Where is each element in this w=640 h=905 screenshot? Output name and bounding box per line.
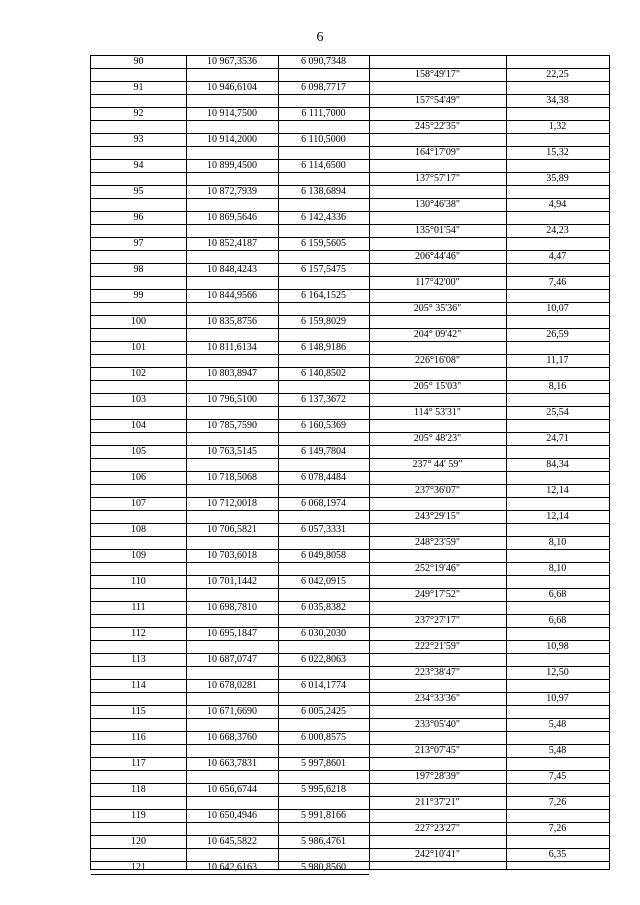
segment-distance: 12,14 [546,511,569,522]
row-divider [369,328,609,329]
row-divider [369,835,609,836]
row-divider [91,146,369,147]
segment-distance: 26,59 [546,329,569,340]
segment-distance: 5,48 [548,719,567,730]
row-divider [369,588,609,589]
row-divider [369,666,609,667]
point-x: 10 656,6744 [207,784,257,795]
point-number: 108 [131,524,146,535]
segment-angle: 234°33'36" [415,693,460,704]
row-divider [91,159,369,160]
point-number: 90 [133,56,144,67]
row-divider [369,731,609,732]
point-x: 10 642,6163 [207,862,257,873]
segment-distance: 8,10 [548,563,567,574]
row-divider [91,718,369,719]
point-number: 111 [131,602,146,613]
row-divider [369,679,609,680]
row-divider [369,458,609,459]
coordinates-table [90,55,610,873]
segment-angle: 223°38'47" [415,667,460,678]
row-divider [91,354,369,355]
segment-angle: 157°54'49" [415,95,460,106]
row-divider [369,744,609,745]
row-divider [369,107,609,108]
segment-distance: 7,26 [548,823,567,834]
segment-distance: 4,94 [548,199,567,210]
row-divider [369,289,609,290]
row-divider [91,757,369,758]
point-x: 10 852,4187 [207,238,257,249]
point-number: 120 [131,836,146,847]
point-y: 6 138,6894 [301,186,346,197]
row-divider [369,302,609,303]
row-divider [369,419,609,420]
point-y: 6 159,5605 [301,238,346,249]
segment-distance: 12,14 [546,485,569,496]
row-divider [91,250,369,251]
row-divider [369,692,609,693]
segment-angle: 205° 48'23" [413,433,462,444]
segment-distance: 1,32 [548,121,567,132]
point-x: 10 698,7810 [207,602,257,613]
row-divider [91,653,369,654]
segment-distance: 10,07 [546,303,569,314]
point-number: 101 [131,342,146,353]
point-y: 6 014,1774 [301,680,346,691]
point-number: 110 [131,576,146,587]
row-divider [91,809,369,810]
point-x: 10 811,6134 [207,342,257,353]
point-x: 10 796,5100 [207,394,257,405]
row-divider [91,302,369,303]
point-number: 119 [131,810,146,821]
segment-angle: 117°42'00" [415,277,460,288]
row-divider [91,419,369,420]
segment-angle: 205° 35'36" [413,303,462,314]
row-divider [369,705,609,706]
row-divider [91,562,369,563]
segment-angle: 226°16'08" [415,355,460,366]
row-divider [369,523,609,524]
segment-distance: 6,68 [548,589,567,600]
point-y: 5 995,6218 [301,784,346,795]
point-y: 6 098,7717 [301,82,346,93]
segment-angle: 135°01'54" [415,225,460,236]
point-y: 6 005,2425 [301,706,346,717]
segment-distance: 7,26 [548,797,567,808]
row-divider [369,484,609,485]
point-number: 100 [131,316,146,327]
row-divider [369,809,609,810]
point-y: 6 148,9186 [301,342,346,353]
row-divider [91,549,369,550]
row-divider [369,276,609,277]
row-divider [369,263,609,264]
point-x: 10 712,0018 [207,498,257,509]
row-divider [91,81,369,82]
row-divider [91,770,369,771]
point-number: 99 [133,290,144,301]
row-divider [91,133,369,134]
row-divider [369,822,609,823]
segment-distance: 5,48 [548,745,567,756]
segment-angle: 114° 53'31" [413,407,461,418]
point-x: 10 946,6104 [207,82,257,93]
point-x: 10 645,5822 [207,836,257,847]
row-divider [369,81,609,82]
point-x: 10 650,4946 [207,810,257,821]
row-divider [369,601,609,602]
row-divider [369,224,609,225]
point-y: 6 137,3672 [301,394,346,405]
point-y: 6 160,5369 [301,420,346,431]
point-number: 105 [131,446,146,457]
point-x: 10 803,8947 [207,368,257,379]
row-divider [91,341,369,342]
point-x: 10 687,0747 [207,654,257,665]
row-divider [91,848,369,849]
row-divider [369,796,609,797]
segment-distance: 24,71 [546,433,569,444]
row-divider [369,354,609,355]
row-divider [369,94,609,95]
row-divider [369,315,609,316]
segment-distance: 12,50 [546,667,569,678]
point-number: 121 [131,862,146,873]
row-divider [91,679,369,680]
segment-distance: 6,35 [548,849,567,860]
row-divider [91,263,369,264]
row-divider [91,484,369,485]
point-number: 95 [133,186,144,197]
point-x: 10 899,4500 [207,160,257,171]
point-x: 10 668,3760 [207,732,257,743]
segment-distance: 8,10 [548,537,567,548]
point-number: 113 [131,654,146,665]
point-x: 10 967,3536 [207,56,257,67]
row-divider [369,250,609,251]
segment-distance: 4,47 [548,251,567,262]
point-y: 6 111,7000 [301,108,346,119]
segment-angle: 130°46'38" [415,199,460,210]
row-divider [91,445,369,446]
page-number: 6 [316,30,324,45]
segment-angle: 242°10'41" [415,849,460,860]
point-x: 10 872,7939 [207,186,257,197]
point-x: 10 763,5145 [207,446,257,457]
point-number: 92 [133,108,144,119]
point-y: 6 022,8063 [301,654,346,665]
row-divider [91,393,369,394]
segment-angle: 237°36'07" [415,485,460,496]
row-divider [91,640,369,641]
row-divider [369,510,609,511]
row-divider [91,289,369,290]
point-x: 10 695,1847 [207,628,257,639]
row-divider [91,796,369,797]
segment-distance: 10,98 [546,641,569,652]
segment-angle: 248°23'59" [415,537,460,548]
row-divider [91,328,369,329]
segment-angle: 204° 09'42" [413,329,462,340]
segment-distance: 7,45 [548,771,567,782]
row-divider [91,874,369,875]
row-divider [369,640,609,641]
segment-angle: 252°19'46" [415,563,460,574]
point-number: 98 [133,264,144,275]
segment-distance: 24,23 [546,225,569,236]
point-x: 10 844,9566 [207,290,257,301]
point-y: 6 142,4336 [301,212,346,223]
row-divider [369,770,609,771]
point-y: 6 030,2030 [301,628,346,639]
segment-angle: 237°27'17" [415,615,460,626]
point-x: 10 663,7831 [207,758,257,769]
row-divider [369,627,609,628]
row-divider [91,367,369,368]
row-divider [369,861,609,862]
segment-distance: 25,54 [546,407,569,418]
segment-distance: 84,34 [546,459,569,470]
row-divider [91,861,369,862]
point-y: 6 000,8575 [301,732,346,743]
row-divider [369,783,609,784]
row-divider [369,159,609,160]
row-divider [91,783,369,784]
row-divider [369,497,609,498]
segment-distance: 15,32 [546,147,569,158]
point-y: 6 078,4484 [301,472,346,483]
point-x: 10 671,6690 [207,706,257,717]
row-divider [91,172,369,173]
row-divider [91,588,369,589]
segment-angle: 206°44'46" [415,251,460,262]
point-y: 6 114,6500 [301,160,346,171]
point-number: 91 [133,82,144,93]
row-divider [91,315,369,316]
row-divider [369,120,609,121]
row-divider [91,471,369,472]
row-divider [91,614,369,615]
segment-angle: 211°37'21" [415,797,460,808]
row-divider [369,211,609,212]
point-y: 6 140,8502 [301,368,346,379]
segment-angle: 245°22'35" [415,121,460,132]
point-number: 93 [133,134,144,145]
point-y: 6 090,7348 [301,56,346,67]
point-number: 114 [131,680,146,691]
point-number: 109 [131,550,146,561]
point-x: 10 703,6018 [207,550,257,561]
row-divider [91,211,369,212]
row-divider [91,198,369,199]
row-divider [91,744,369,745]
point-y: 5 991,8166 [301,810,346,821]
row-divider [369,380,609,381]
point-number: 115 [131,706,146,717]
row-divider [91,276,369,277]
point-number: 112 [131,628,146,639]
segment-angle: 205° 15'03" [413,381,462,392]
segment-angle: 197°28'39" [415,771,460,782]
segment-angle: 227°23'27" [415,823,460,834]
row-divider [91,406,369,407]
segment-angle: 164°17'09" [415,147,460,158]
segment-distance: 7,46 [548,277,567,288]
point-x: 10 785,7590 [207,420,257,431]
row-divider [369,757,609,758]
point-number: 94 [133,160,144,171]
row-divider [369,406,609,407]
point-number: 96 [133,212,144,223]
row-divider [369,549,609,550]
row-divider [91,185,369,186]
point-y: 6 157,5475 [301,264,346,275]
segment-angle: 233°05'40" [415,719,460,730]
row-divider [369,133,609,134]
point-x: 10 848,4243 [207,264,257,275]
row-divider [91,666,369,667]
point-x: 10 914,7500 [207,108,257,119]
segment-distance: 10,97 [546,693,569,704]
segment-angle: 237° 44' 59" [412,459,463,470]
row-divider [369,445,609,446]
point-y: 6 159,8029 [301,316,346,327]
point-x: 10 706,5821 [207,524,257,535]
row-divider [91,523,369,524]
row-divider [91,432,369,433]
segment-distance: 11,17 [546,355,569,366]
row-divider [91,536,369,537]
row-divider [91,601,369,602]
point-y: 5 980,8560 [301,862,346,873]
row-divider [91,575,369,576]
segment-distance: 8,16 [548,381,567,392]
point-x: 10 701,1442 [207,576,257,587]
row-divider [369,341,609,342]
row-divider [91,380,369,381]
point-y: 5 997,8601 [301,758,346,769]
point-y: 6 035,8382 [301,602,346,613]
row-divider [91,497,369,498]
point-x: 10 914,2000 [207,134,257,145]
row-divider [91,510,369,511]
segment-angle: 249°17'52" [415,589,460,600]
row-divider [91,120,369,121]
segment-distance: 35,89 [546,173,569,184]
row-divider [369,536,609,537]
point-number: 102 [131,368,146,379]
point-x: 10 869,5646 [207,212,257,223]
segment-angle: 158°49'17" [415,69,460,80]
row-divider [91,224,369,225]
row-divider [369,185,609,186]
row-divider [369,172,609,173]
row-divider [91,458,369,459]
column-divider [278,56,279,869]
point-x: 10 678,0281 [207,680,257,691]
row-divider [369,848,609,849]
point-number: 104 [131,420,146,431]
point-number: 97 [133,238,144,249]
segment-distance: 22,25 [546,69,569,80]
row-divider [369,718,609,719]
row-divider [91,107,369,108]
point-y: 6 149,7804 [301,446,346,457]
row-divider [91,627,369,628]
point-y: 5 986,4761 [301,836,346,847]
row-divider [91,237,369,238]
point-number: 107 [131,498,146,509]
row-divider [369,562,609,563]
point-x: 10 835,8756 [207,316,257,327]
point-y: 6 068,1974 [301,498,346,509]
row-divider [91,692,369,693]
point-y: 6 110,5000 [301,134,346,145]
row-divider [369,198,609,199]
point-y: 6 164,1525 [301,290,346,301]
row-divider [91,822,369,823]
row-divider [369,237,609,238]
segment-distance: 6,68 [548,615,567,626]
row-divider [91,68,369,69]
row-divider [91,835,369,836]
point-y: 6 049,8058 [301,550,346,561]
row-divider [369,367,609,368]
row-divider [369,471,609,472]
point-x: 10 718,5068 [207,472,257,483]
segment-angle: 222°21'59" [415,641,460,652]
row-divider [369,614,609,615]
row-divider [91,94,369,95]
point-y: 6 042,0915 [301,576,346,587]
row-divider [91,705,369,706]
point-y: 6 057,3331 [301,524,346,535]
segment-angle: 213°07'45" [415,745,460,756]
point-number: 103 [131,394,146,405]
row-divider [91,731,369,732]
point-number: 116 [131,732,146,743]
segment-distance: 34,38 [546,95,569,106]
row-divider [369,653,609,654]
row-divider [369,575,609,576]
point-number: 106 [131,472,146,483]
row-divider [369,432,609,433]
column-divider [186,56,187,869]
row-divider [369,146,609,147]
segment-angle: 243°29'15" [415,511,460,522]
segment-angle: 137°57'17" [415,173,460,184]
row-divider [369,68,609,69]
point-number: 118 [131,784,146,795]
point-number: 117 [131,758,146,769]
row-divider [369,393,609,394]
